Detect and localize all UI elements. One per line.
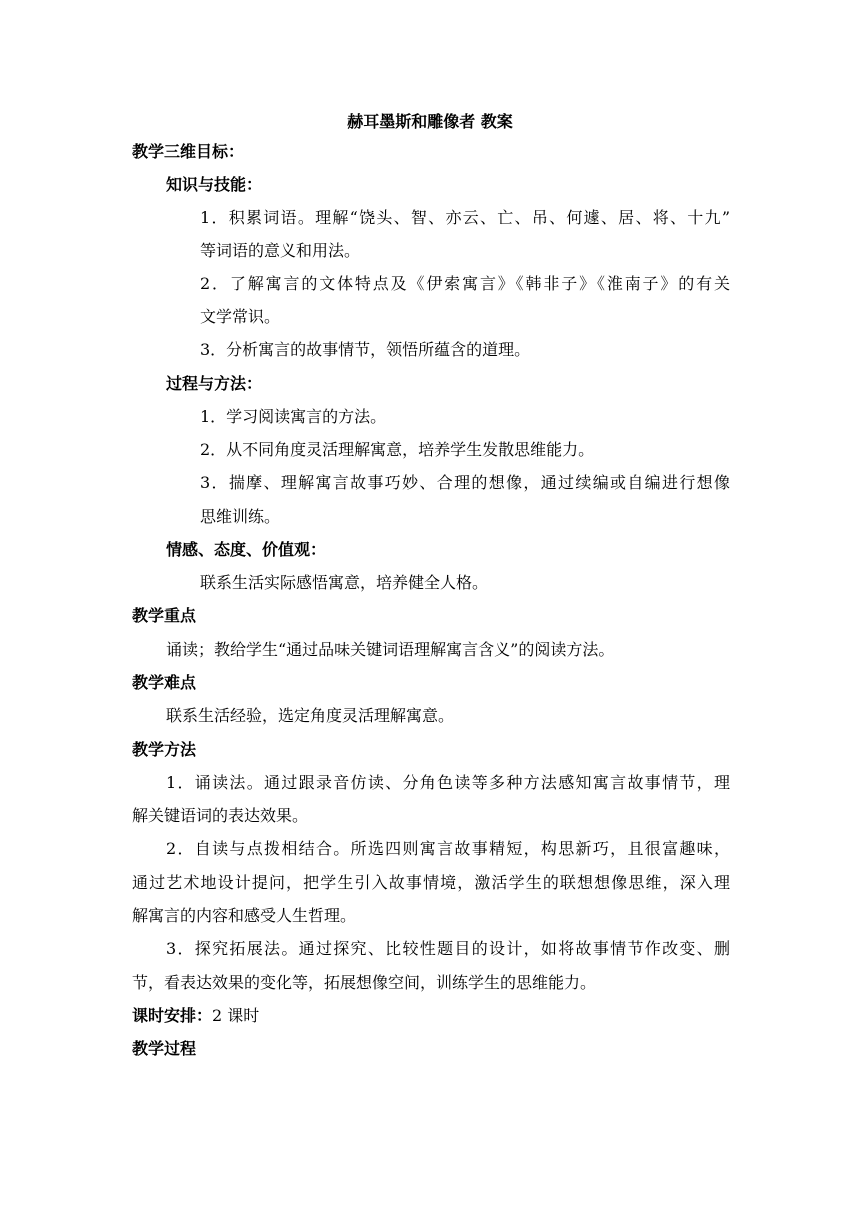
knowledge-heading: 知识与技能： <box>166 175 263 194</box>
method-item-1-line-2: 解关键语词的表达效果。 <box>132 806 309 825</box>
process-item-1: 1．学习阅读寓言的方法。 <box>200 407 387 426</box>
method-item-2-line-3: 解寓言的内容和感受人生哲理。 <box>132 906 357 925</box>
method-heading: 教学方法 <box>132 740 197 759</box>
goals-heading: 教学三维目标： <box>132 142 245 161</box>
knowledge-item-2-line-1: 2．了解寓言的文体特点及《伊索寓言》《韩非子》《淮南子》的有关 <box>200 274 730 293</box>
method-item-3-line-2: 节，看表达效果的变化等，拓展想像空间，训练学生的思维能力。 <box>132 973 597 992</box>
difficult-heading: 教学难点 <box>132 673 197 692</box>
knowledge-item-1-line-2: 等词语的意义和用法。 <box>200 241 361 260</box>
method-item-2-line-2: 通过艺术地设计提问，把学生引入故事情境，激活学生的联想想像思维，深入理 <box>132 873 730 892</box>
method-item-3-line-1: 3．探究拓展法。通过探究、比较性题目的设计，如将故事情节作改变、删 <box>166 939 730 958</box>
schedule-line <box>132 1004 259 1028</box>
key-text: 诵读；教给学生“通过品味关键词语理解寓言含义”的阅读方法。 <box>166 640 615 659</box>
knowledge-item-3: 3．分析寓言的故事情节，领悟所蕴含的道理。 <box>200 340 531 359</box>
emotion-item-1: 联系生活实际感悟寓意，培养健全人格。 <box>200 573 489 592</box>
knowledge-item-2-line-2: 文学常识。 <box>200 307 281 326</box>
method-item-1-line-1: 1．诵读法。通过跟录音仿读、分角色读等多种方法感知寓言故事情节，理 <box>166 773 730 792</box>
process-item-3-line-2: 思维训练。 <box>200 507 281 526</box>
emotion-heading: 情感、态度、价值观： <box>166 540 327 559</box>
document-title: 赫耳墨斯和雕像者 教案 <box>347 112 513 131</box>
key-heading: 教学重点 <box>132 606 197 625</box>
process-item-3-line-1: 3．揣摩、理解寓言故事巧妙、合理的想像，通过续编或自编进行想像 <box>200 473 730 492</box>
process-heading: 过程与方法： <box>166 374 263 393</box>
schedule-label: 课时安排： <box>132 1006 213 1025</box>
method-item-2-line-1: 2．自读与点拨相结合。所选四则寓言故事精短，构思新巧，且很富趣味， <box>166 839 730 858</box>
knowledge-item-1-line-1: 1．积累词语。理解“饶头、智、亦云、亡、吊、何遽、居、将、十九” <box>200 208 730 227</box>
process-title: 教学过程 <box>132 1039 197 1058</box>
process-item-2: 2．从不同角度灵活理解寓意，培养学生发散思维能力。 <box>200 440 595 459</box>
schedule-value: 2 课时 <box>212 1006 260 1025</box>
difficult-text: 联系生活经验，选定角度灵活理解寓意。 <box>166 706 455 725</box>
